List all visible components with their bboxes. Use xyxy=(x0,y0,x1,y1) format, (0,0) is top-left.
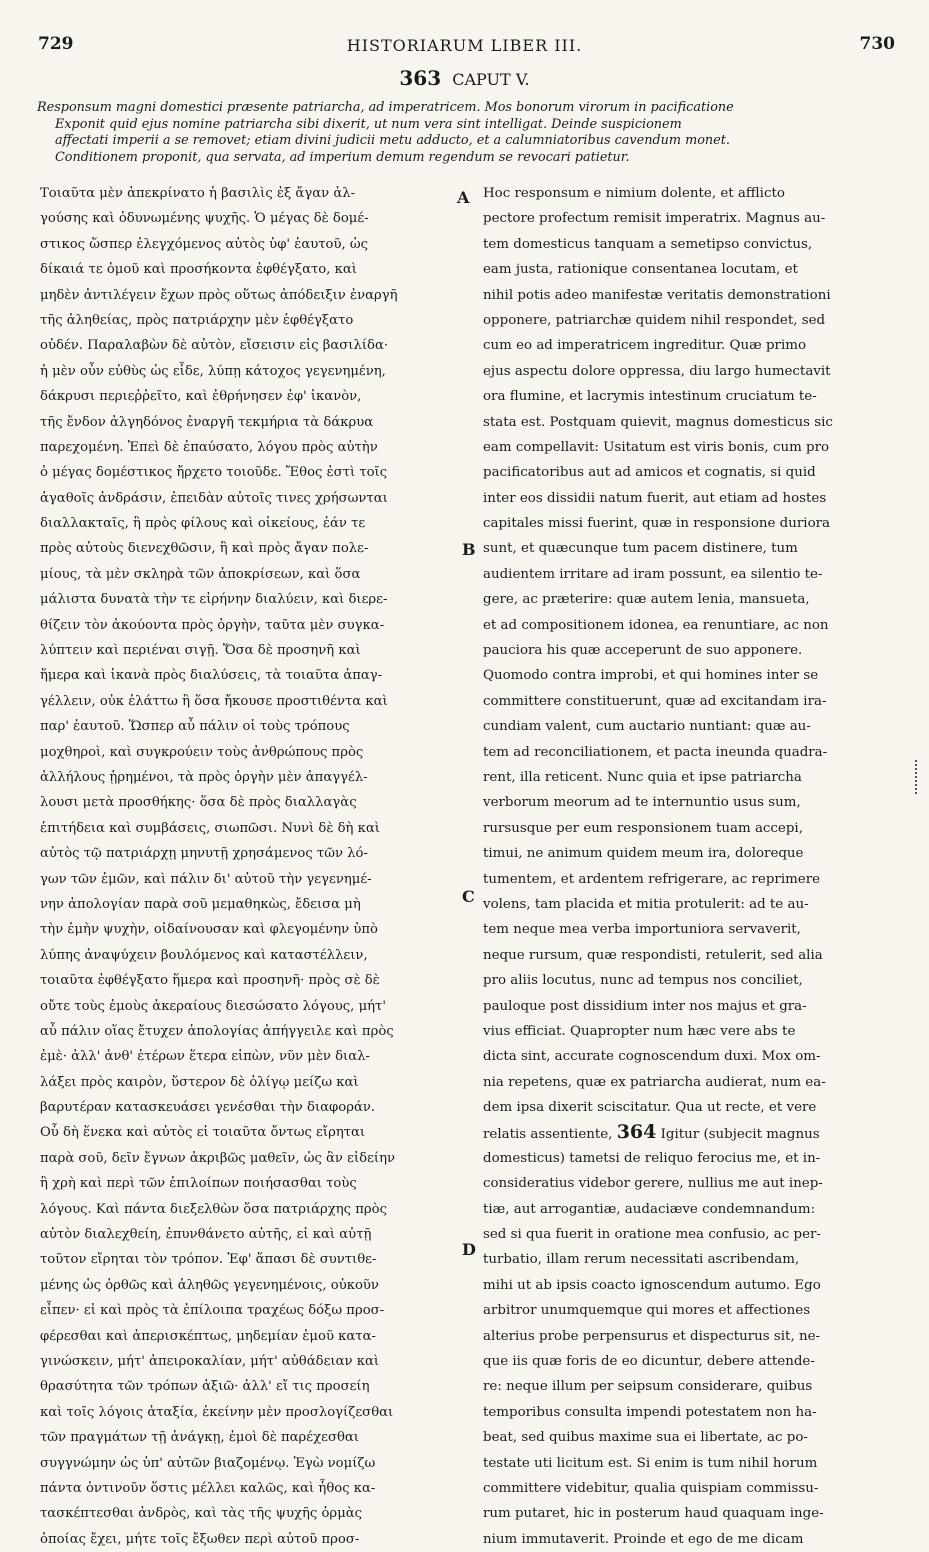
latin-line: arbitror unumquemque qui mores et affectiones xyxy=(483,1303,811,1319)
margin-letter-c: C xyxy=(462,887,475,906)
greek-line: λόγους. Καὶ πάντα διεξελθὼν ὅσα πατριάρχης πρὸς xyxy=(40,1201,388,1217)
greek-line: πρὸς αὐτοὺς διενεχθῶσιν, ἢ καὶ πρὸς ἄγαν πολε- xyxy=(40,541,369,557)
latin-line: timui, ne animum quidem meum ira, doloreque xyxy=(483,846,804,862)
greek-line: εἶπεν· εἰ καὶ πρὸς τὰ ἐπίλοιπα τραχέως δόξω προσ- xyxy=(40,1303,385,1319)
left-page-number: 729 xyxy=(38,34,74,54)
latin-line: eam compellavit: Usitatum est viris bonis, cum pro xyxy=(483,439,830,455)
summary-line: Conditionem proponit, qua servata, ad imperium demum regendum se revocari patietur. xyxy=(55,149,630,165)
latin-line: rum putaret, hic in posterum haud quaquam inge- xyxy=(483,1506,824,1522)
latin-line: tumentem, et ardentem refrigerare, ac reprimere xyxy=(483,871,821,887)
latin-line: nium immutaverit. Proinde et ego de me dicam xyxy=(483,1531,804,1547)
latin-line: eam justa, rationique consentanea locutam, et xyxy=(483,262,798,278)
latin-line: capitales missi fuerint, quæ in responsione duriora xyxy=(483,516,831,532)
greek-line: λάξει πρὸς καιρὸν, ὕστερον δὲ ὀλίγῳ μείζω καὶ xyxy=(40,1074,359,1090)
greek-line: γων τῶν ἐμῶν, καὶ πάλιν δι' αὐτοῦ τὴν γεγενημέ- xyxy=(40,871,372,887)
latin-line: dem ipsa dixerit sciscitatur. Qua ut recte, et vere xyxy=(483,1100,817,1116)
latin-line: tem ad reconciliationem, et pacta ineunda quadra- xyxy=(483,744,828,760)
latin-line: verborum meorum ad te internuntio usus sum, xyxy=(483,795,801,811)
latin-line: nia repetens, quæ ex patriarcha audierat, num ea- xyxy=(483,1074,826,1090)
latin-line: ora flumine, et lacrymis intestinum cruciatum te- xyxy=(483,389,817,405)
greek-line: γινώσκειν, μήτ' ἀπειροκαλίαν, μήτ' αὐθάδειαν καὶ xyxy=(40,1353,380,1369)
latin-line: pro aliis locutus, nunc ad tempus nos conciliet, xyxy=(483,973,803,989)
greek-line: λύπτειν καὶ περιέναι σιγῇ. Ὅσα δὲ προσηνῆ καὶ xyxy=(40,643,361,659)
latin-line: tiæ, aut arrogantiæ, audaciæve condemnandum: xyxy=(483,1201,816,1217)
greek-line: βαρυτέραν κατασκευάσει γενέσθαι τὴν διαφοράν. xyxy=(40,1100,376,1116)
greek-line: γέλλειν, οὐκ ἐλάττω ἢ ὅσα ἤκουσε προστιθέντα καὶ xyxy=(40,693,388,709)
greek-line: φέρεσθαι καὶ ἀπερισκέπτως, μηδεμίαν ἐμοῦ κατα- xyxy=(40,1328,376,1344)
latin-line: Quomodo contra improbi, et qui homines inter se xyxy=(483,668,819,684)
greek-line: οὔτε τοὺς ἐμοὺς ἀκεραίους διεσώσατο λόγους, μήτ' xyxy=(40,998,386,1014)
latin-column xyxy=(483,181,895,1552)
chapter-summary xyxy=(37,100,897,166)
latin-line: cum eo ad imperatricem ingreditur. Quæ primo xyxy=(483,338,807,354)
latin-line: sunt, et quæcunque tum pacem distinere, tum xyxy=(483,541,798,557)
greek-line: καὶ τοῖς λόγοις ἀταξία, ἐκείνην μὲν προσλογίζεσθαι xyxy=(40,1404,394,1420)
latin-line: tem neque mea verba importuniora servaverit, xyxy=(483,922,801,938)
greek-line: μάλιστα δυνατὰ τὴν τε εἰρήνην διαλύειν, καὶ διερε- xyxy=(40,592,388,608)
latin-line: neque rursum, quæ respondisti, retulerit, sed alia xyxy=(483,947,823,963)
greek-line: Τοιαῦτα μὲν ἀπεκρίνατο ἡ βασιλὶς ἐξ ἄγαν ἀλ- xyxy=(40,186,356,201)
latin-line: beat, sed quibus maxime sua ei libertate, ac po- xyxy=(483,1430,808,1446)
latin-line: Hoc responsum e nimium dolente, et afflicto xyxy=(483,186,785,201)
latin-line: audientem irritare ad iram possunt, ea silentio te- xyxy=(483,566,823,582)
greek-line: ἀγαθοῖς ἀνδράσιν, ἐπειδὰν αὐτοῖς τινες χρήσωνται xyxy=(40,490,388,506)
latin-line: committere constituerunt, quæ ad excitandam ira- xyxy=(483,693,827,709)
latin-line: pacificatoribus aut ad amicos et cognatis, si quid xyxy=(483,465,816,481)
latin-line: dicta sint, accurate cognoscendum duxi. Mox om- xyxy=(483,1049,821,1065)
greek-line: παρὰ σοῦ, δεῖν ἔγνων ἀκριβῶς μαθεῖν, ὡς ἂν εἰδείην xyxy=(40,1150,396,1166)
edge-mark xyxy=(915,760,919,794)
greek-line: λουσι μετὰ προσθήκης· ὅσα δὲ πρὸς διαλλαγὰς xyxy=(40,795,357,811)
greek-line: ἐμὲ· ἀλλ' ἀνθ' ἑτέρων ἕτερα εἰπὼν, νῦν μὲν διαλ- xyxy=(40,1049,370,1065)
greek-line: συγγνώμην ὡς ὑπ' αὐτῶν βιαζομένῳ. Ἐγὼ νομίζω xyxy=(40,1455,376,1471)
greek-line: ἐπιτήδεια καὶ συμβάσεις, σιωπῶσι. Νυνὶ δὲ δὴ καὶ xyxy=(40,820,380,836)
page-header xyxy=(0,34,929,60)
latin-line: alterius probe perpensurus et dispecturus sit, ne- xyxy=(483,1328,821,1344)
greek-line: στικος ὥσπερ ἐλεγχόμενος αὐτὸς ὑφ' ἑαυτοῦ, ὡς xyxy=(40,236,369,252)
greek-line: τῆς ἔνδον ἀλγηδόνος ἐναργῆ τεκμήρια τὰ δάκρυα xyxy=(40,414,374,430)
greek-line: διαλλακταῖς, ἢ πρὸς φίλους καὶ οἰκείους, ἐάν τε xyxy=(40,516,366,532)
latin-line xyxy=(483,1120,895,1145)
margin-letter-a: A xyxy=(457,188,470,207)
latin-line: pectore profectum remisit imperatrix. Magnus au- xyxy=(483,211,826,227)
greek-line: δίκαιά τε ὁμοῦ καὶ προσήκοντα ἐφθέγξατο, καὶ xyxy=(40,262,357,278)
greek-line: Οὗ δὴ ἕνεκα καὶ αὐτὸς εἰ τοιαῦτα ὄντως εἴρηται xyxy=(40,1125,366,1141)
section-number: 363 xyxy=(399,66,442,90)
greek-line: μένης ὡς ὀρθῶς καὶ ἀληθῶς γεγενημένοις, οὐκοῦν xyxy=(40,1277,379,1293)
latin-line: committere videbitur, qualia quispiam commissu- xyxy=(483,1480,819,1496)
latin-line: nihil potis adeo manifestæ veritatis demonstrationi xyxy=(483,287,831,303)
latin-line: vius efficiat. Quapropter num hæc vere abs te xyxy=(483,1023,796,1039)
greek-line: τοιαῦτα ἐφθέγξατο ἥμερα καὶ προσηνῆ· πρὸς σὲ δὲ xyxy=(40,973,380,989)
latin-line: rursusque per eum responsionem tuam accepi, xyxy=(483,820,803,836)
running-title: HISTORIARUM LIBER III. xyxy=(346,36,583,55)
latin-line: testate uti licitum est. Si enim is tum nihil horum xyxy=(483,1455,818,1471)
latin-line: tem domesticus tanquam a semetipso convictus, xyxy=(483,236,813,252)
latin-line: turbatio, illam rerum necessitati ascribendam, xyxy=(483,1252,800,1268)
greek-line: τῆς ἀληθείας, πρὸς πατριάρχην μὲν ἐφθέγξατο xyxy=(40,312,354,328)
greek-line: ἡ μὲν οὖν εὐθὺς ὡς εἶδε, λύπῃ κάτοχος γεγενημένη, xyxy=(40,363,386,379)
latin-line: inter eos dissidii natum fuerit, aut etiam ad hostes xyxy=(483,490,827,506)
greek-line: ἥμερα καὶ ἱκανὰ πρὸς διαλύσεις, τὰ τοιαῦτα ἀπαγ- xyxy=(40,668,383,684)
latin-line: consideratius videbor gerere, nullius me aut inep- xyxy=(483,1176,823,1192)
section-number-inline: 364 xyxy=(616,1121,657,1144)
latin-line: pauloque post dissidium inter nos majus et gra- xyxy=(483,998,807,1014)
greek-line: αὐτὸς τῷ πατριάρχῃ μηνυτῇ χρησάμενος τῶν λό- xyxy=(40,846,368,862)
greek-line: ὁποίας ἔχει, μήτε τοῖς ἔξωθεν περὶ αὐτοῦ προσ- xyxy=(40,1531,360,1547)
greek-line: τασκέπτεσθαι ἀνδρὸς, καὶ τὰς τῆς ψυχῆς ὁρμὰς xyxy=(40,1506,363,1522)
greek-line: οὐδέν. Παραλαβὼν δὲ αὐτὸν, εἴσεισιν εἰς βασιλίδα· xyxy=(40,338,389,354)
greek-line: ἣ χρὴ καὶ περὶ τῶν ἐπιλοίπων ποιήσασθαι τοὺς xyxy=(40,1176,357,1192)
greek-line: παρεχομένη. Ἐπεὶ δὲ ἐπαύσατο, λόγου πρὸς αὐτὴν xyxy=(40,439,378,455)
chapter-heading xyxy=(0,66,929,90)
right-page-number: 730 xyxy=(859,34,895,54)
latin-line: gere, ac præterire: quæ autem lenia, mansueta, xyxy=(483,592,810,608)
greek-line: μίους, τὰ μὲν σκληρὰ τῶν ἀποκρίσεων, καὶ ὅσα xyxy=(40,566,361,582)
latin-line: rent, illa reticent. Nunc quia et ipse patriarcha xyxy=(483,769,802,785)
line-text: relatis assentiente, xyxy=(483,1127,617,1143)
latin-line: mihi ut ab ipsis coacto ignoscendum autumo. Ego xyxy=(483,1277,821,1293)
latin-line: domesticus) tametsi de reliquo ferocius me, et in- xyxy=(483,1150,821,1166)
greek-line: μηδὲν ἀντιλέγειν ἔχων πρὸς οὕτως ἀπόδειξιν ἐναργῆ xyxy=(40,287,398,303)
greek-column xyxy=(40,181,458,1552)
latin-line: ejus aspectu dolore oppressa, diu largo humectavit xyxy=(483,363,831,379)
greek-line: παρ' ἑαυτοῦ. Ὥσπερ αὖ πάλιν οἱ τοὺς τρόπους xyxy=(40,719,350,735)
latin-line: re: neque illum per seipsum considerare, quibus xyxy=(483,1379,813,1395)
latin-line: pauciora his quæ acceperunt de suo apponere. xyxy=(483,643,803,659)
line-text: Igitur (subjecit magnus xyxy=(656,1127,820,1143)
greek-line: τοῦτον εἴρηται τὸν τρόπον. Ἐφ' ἅπασι δὲ συντιθε- xyxy=(40,1252,377,1268)
greek-line: πάντα ὁντινοῦν ὅστις μέλλει καλῶς, καὶ ἦθος κα- xyxy=(40,1480,376,1496)
greek-line: γούσης καὶ ὀδυνωμένης ψυχῆς. Ὁ μέγας δὲ δομέ- xyxy=(40,211,369,227)
greek-line: νην ἀπολογίαν παρὰ σοῦ μεμαθηκὼς, ἔδεισα μὴ xyxy=(40,896,361,912)
margin-letter-b: B xyxy=(462,540,476,559)
greek-line: τὴν ἐμὴν ψυχὴν, οἰδαίνουσαν καὶ φλεγομένην ὑπὸ xyxy=(40,922,378,938)
margin-letter-d: D xyxy=(462,1240,476,1259)
chapter-title: CAPUT V. xyxy=(452,70,530,89)
greek-line: μοχθηροὶ, καὶ συγκρούειν τοὺς ἀνθρώπους πρὸς xyxy=(40,744,364,760)
latin-line: et ad compositionem idonea, ea renuntiare, ac non xyxy=(483,617,829,633)
summary-line: affectati imperii a se removet; etiam divini judicii metu adducto, et a calumniatoribus cavendum monet. xyxy=(55,133,730,148)
greek-line: ὁ μέγας δομέστικος ἤρχετο τοιοῦδε. Ἔθος ἐστὶ τοῖς xyxy=(40,465,388,481)
greek-line: θρασύτητα τῶν τρόπων ἀξιῶ· ἀλλ' εἴ τις προσείη xyxy=(40,1379,370,1395)
summary-line: Responsum magni domestici præsente patriarcha, ad imperatricem. Mos bonorum virorum in pacificatione xyxy=(37,100,734,115)
greek-line: αὐτὸν διαλεχθείη, ἐπυνθάνετο αὐτῆς, εἰ καὶ αὐτῇ xyxy=(40,1227,372,1243)
latin-line: cundiam valent, cum auctario nuntiant: quæ au- xyxy=(483,719,811,735)
greek-line: αὖ πάλιν οἵας ἔτυχεν ἀπολογίας ἀπήγγειλε καὶ πρὸς xyxy=(40,1023,394,1039)
greek-line: θίζειν τὸν ἀκούοντα πρὸς ὀργὴν, ταῦτα μὲν συγκα- xyxy=(40,617,385,633)
latin-line: temporibus consulta impendi potestatem non ha- xyxy=(483,1404,817,1420)
latin-line: volens, tam placida et mitia protulerit: ad te au- xyxy=(483,896,809,912)
latin-line: opponere, patriarchæ quidem nihil respondet, sed xyxy=(483,312,826,328)
latin-line: que iis quæ foris de eo dicuntur, debere attende- xyxy=(483,1353,815,1369)
latin-line: sed si qua fuerit in oratione mea confusio, ac per- xyxy=(483,1227,821,1243)
summary-line: Exponit quid ejus nomine patriarcha sibi dixerit, ut num vera sint intelligat. Deinde suspicionem xyxy=(55,116,682,132)
greek-line: ἀλλήλους ᾑρημένοι, τὰ πρὸς ὀργὴν μὲν ἀπαγγέλ- xyxy=(40,769,368,785)
latin-line: stata est. Postquam quievit, magnus domesticus sic xyxy=(483,414,833,430)
greek-line: λύπης ἀναψύχειν βουλόμενος καὶ καταστέλλειν, xyxy=(40,947,368,963)
greek-line: δάκρυσι περιεῤῥεῖτο, καὶ ἐθρήνησεν ἐφ' ἱκανὸν, xyxy=(40,389,362,405)
greek-line: τῶν πραγμάτων τῇ ἀνάγκῃ, ἐμοὶ δὲ παρέχεσθαι xyxy=(40,1430,359,1446)
